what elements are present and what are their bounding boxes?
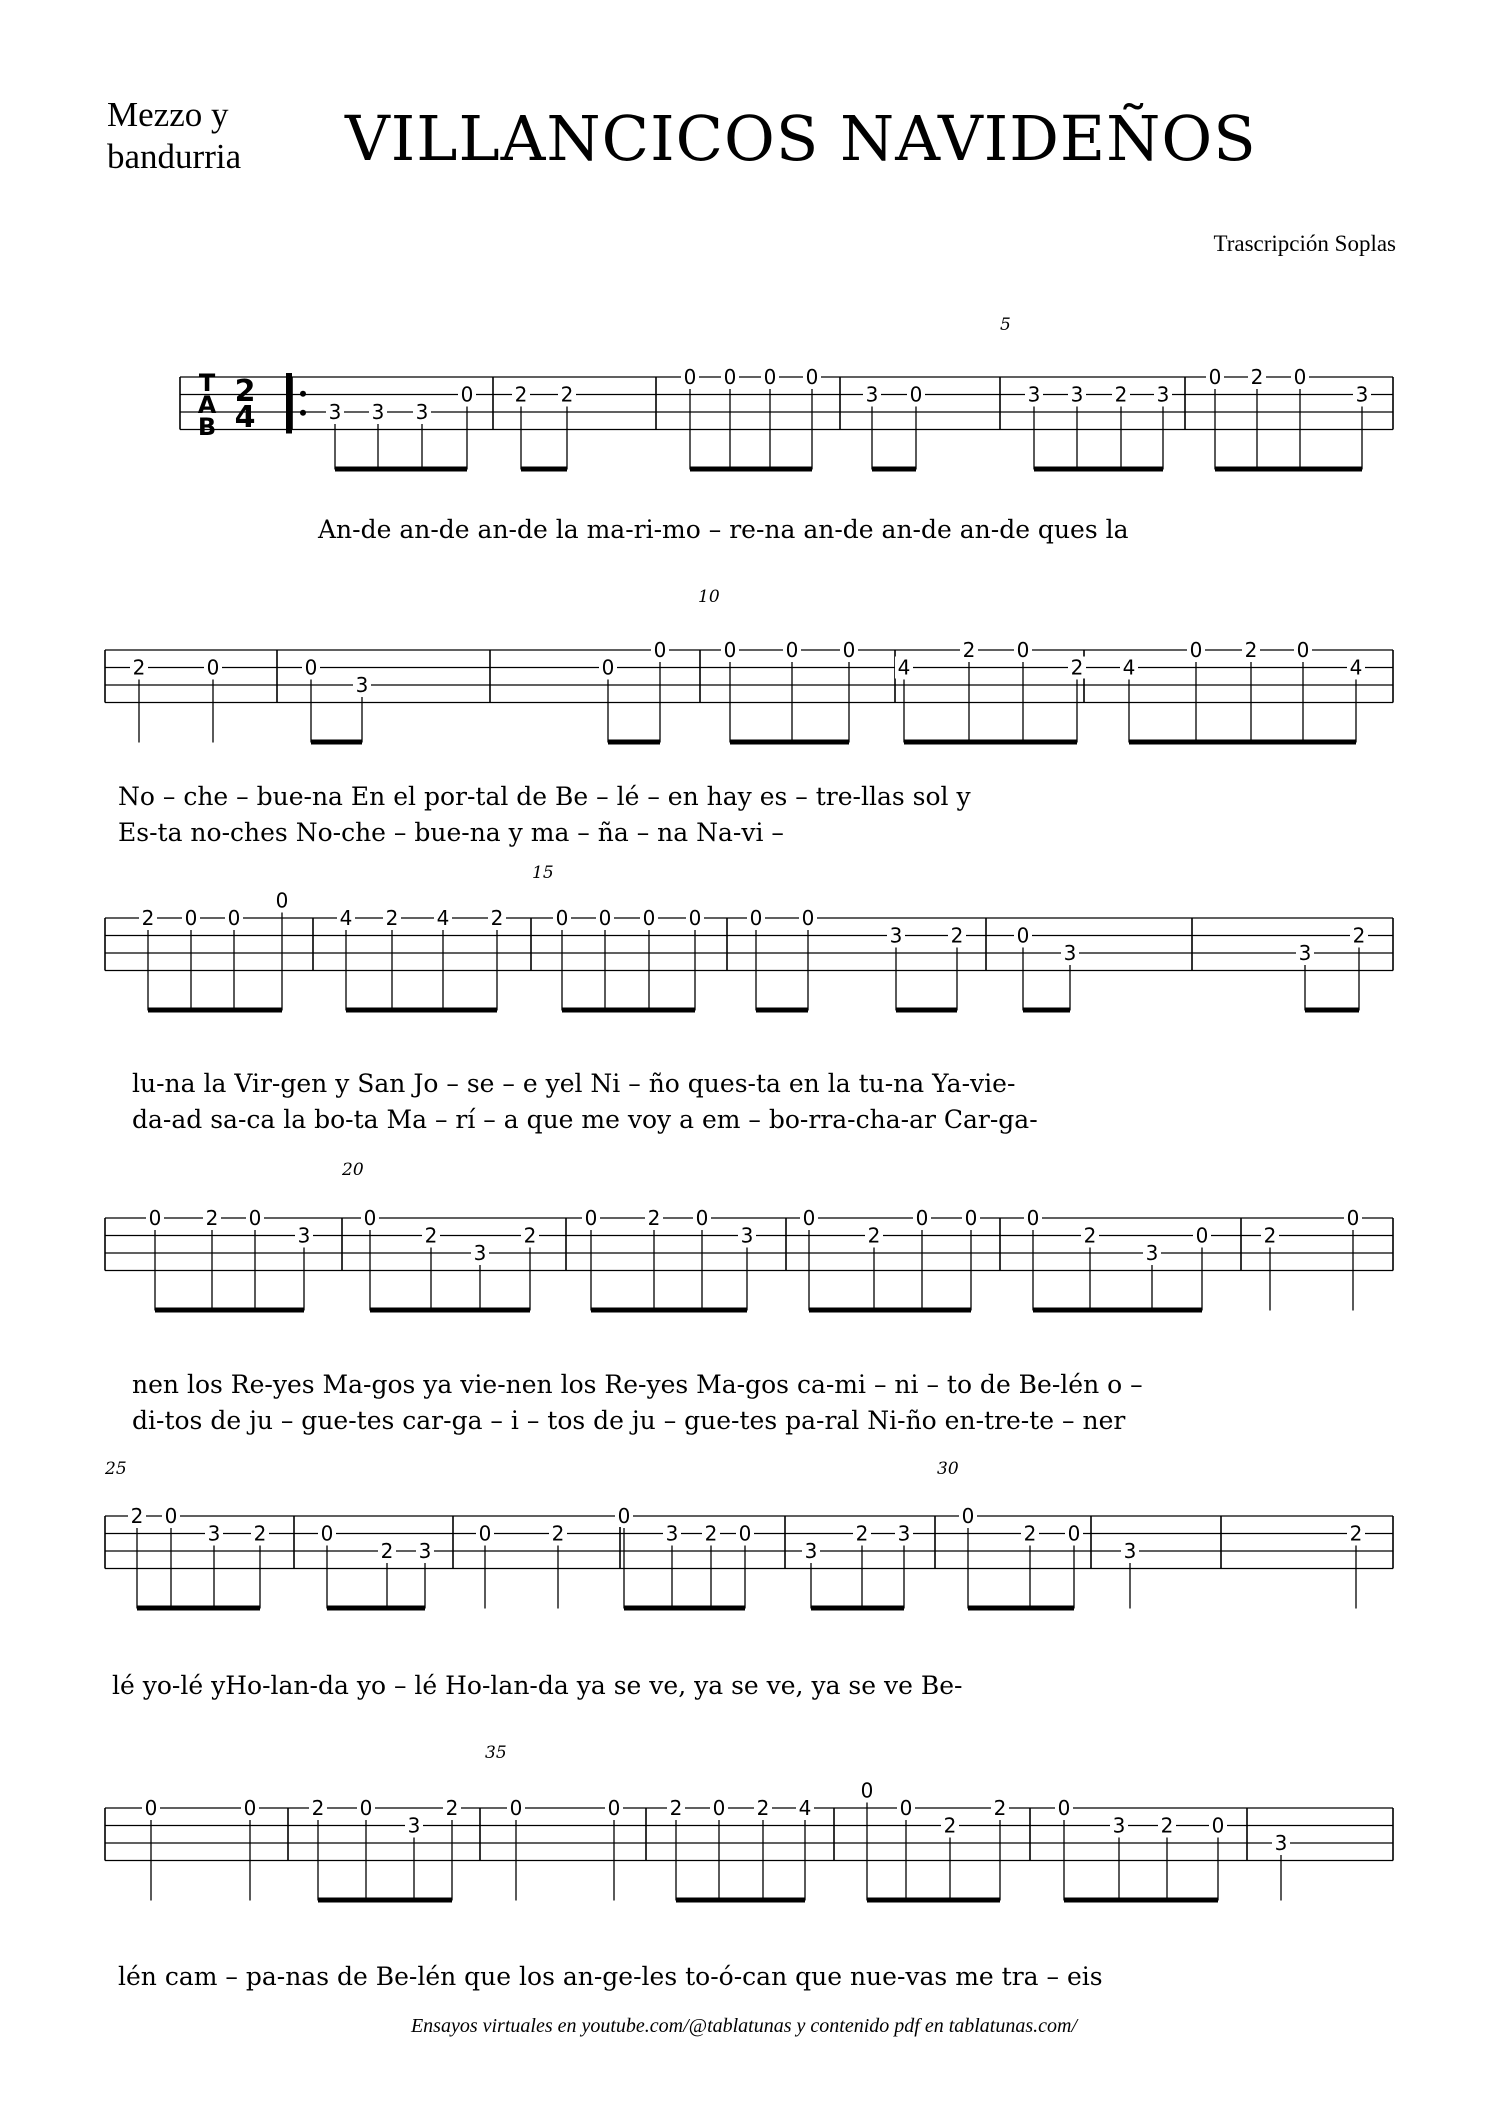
beam [904,740,969,745]
fret-number: 4 [897,655,911,680]
instrument-line-2: bandurria [107,137,242,176]
fret-number: 0 [842,638,856,662]
fret-number: 2 [205,1206,219,1230]
fret-number: 2 [756,1796,770,1820]
fret-number: 0 [738,1521,752,1546]
beam [431,1308,480,1313]
tab-system [105,863,1393,1134]
beam [346,1008,392,1013]
lyric-line: Es-ta no-ches No-che – bue-na y ma – ña – na Na-vi – [118,818,784,847]
fret-number: 2 [380,1539,394,1563]
fret-number: 0 [723,638,737,662]
beam [155,1308,212,1313]
fret-number: 0 [1346,1206,1360,1230]
time-signature-digit: 2 [234,374,256,409]
measure-number: 15 [532,863,554,883]
beam [1090,1308,1152,1313]
measure-number: 20 [342,1160,364,1180]
beam [811,1606,862,1611]
fret-number: 0 [206,655,220,680]
fret-number: 0 [555,906,569,930]
fret-number: 2 [311,1796,325,1820]
beam [148,1008,191,1013]
repeat-dot [300,410,306,416]
fret-number: 0 [653,638,667,662]
fret-number: 0 [695,1206,709,1230]
fret-number: 3 [665,1521,679,1546]
fret-number: 0 [1016,638,1030,662]
fret-number: 0 [509,1796,523,1820]
fret-number: 0 [275,888,289,913]
repeat-dot [300,391,306,397]
fret-number: 0 [248,1206,262,1230]
fret-number: 0 [1067,1521,1081,1546]
beam [480,1308,530,1313]
fret-number: 2 [950,923,964,948]
beam [212,1308,255,1313]
tab-clef-letter: A [197,391,217,419]
beam [1300,467,1362,472]
fret-number: 0 [1208,365,1222,389]
page-title: VILLANCICOS NAVIDEÑOS [345,102,1257,175]
fret-number: 2 [424,1223,438,1248]
fret-number: 2 [551,1521,565,1546]
fret-number: 2 [523,1223,537,1248]
fret-number: 2 [130,1504,144,1528]
fret-number: 0 [805,365,819,389]
fret-number: 2 [445,1796,459,1820]
fret-number: 2 [1023,1521,1037,1546]
fret-number: 0 [1016,923,1030,948]
fret-number: 3 [473,1241,487,1265]
fret-number: 0 [802,1206,816,1230]
fret-number: 3 [1274,1831,1288,1855]
fret-number: 2 [669,1796,683,1820]
fret-number: 0 [749,906,763,930]
fret-number: 3 [328,400,342,424]
tab-system [105,1160,1393,1435]
fret-number: 0 [243,1796,257,1820]
beam [672,1606,711,1611]
fret-number: 0 [642,906,656,930]
beam [311,740,362,745]
fret-number: 3 [415,400,429,424]
beam [562,1008,605,1013]
fret-number: 3 [407,1813,421,1838]
fret-number: 2 [1263,1223,1277,1248]
beam [756,1008,808,1013]
fret-number: 0 [359,1796,373,1820]
measure-number: 35 [485,1743,507,1763]
beam [370,1308,431,1313]
beam [387,1606,425,1611]
fret-number: 2 [1244,638,1258,662]
fret-number: 4 [436,906,450,930]
beam [1034,467,1077,472]
fret-number: 2 [647,1206,661,1230]
beam [968,1606,1030,1611]
fret-number: 3 [1070,382,1084,407]
fret-number: 2 [132,655,146,680]
time-signature-digit: 4 [234,400,256,435]
repeat-thick-bar [286,373,292,434]
fret-number: 0 [164,1504,178,1528]
beam [318,1898,366,1903]
fret-number: 2 [560,382,574,407]
fret-number: 2 [253,1521,267,1546]
beam [809,1308,874,1313]
tab-system [105,1743,1393,1991]
lyric-line: di-tos de ju – gue-tes car-ga – i – tos de ju – gue-tes pa-ral Ni-ño en-tre-te – ner [132,1406,1126,1435]
beam [255,1308,304,1313]
fret-number: 3 [1027,382,1041,407]
beam [906,1898,950,1903]
beam [922,1308,971,1313]
beam [1023,1008,1070,1013]
beam [605,1008,649,1013]
beam [676,1898,719,1903]
fret-number: 3 [1123,1539,1137,1563]
beam [1257,467,1300,472]
fret-number: 0 [1211,1813,1225,1838]
fret-number: 3 [207,1521,221,1546]
fret-number: 2 [1349,1521,1363,1546]
fret-number: 0 [801,906,815,930]
beam [214,1606,260,1611]
beam [1129,740,1196,745]
beam [443,1008,497,1013]
tab-system [180,315,1393,544]
beam [1215,467,1257,472]
beam [1303,740,1356,745]
fret-number: 0 [909,382,923,407]
fret-number: 0 [683,365,697,389]
beam [654,1308,702,1313]
beam [969,740,1023,745]
fret-number: 0 [1195,1223,1209,1248]
lyric-line: An-de an-de an-de la ma-ri-mo – re-na an-de an-de an-de ques la [318,515,1129,544]
beam [730,740,792,745]
fret-number: 3 [1112,1813,1126,1838]
beam [872,467,916,472]
beam [792,740,849,745]
beam [1023,740,1077,745]
beam [770,467,812,472]
beam [1251,740,1303,745]
beam [521,467,567,472]
beam [191,1008,234,1013]
fret-number: 0 [763,365,777,389]
lyric-line: No – che – bue-na En el por-tal de Be – lé – en hay es – tre-llas sol y [118,782,971,811]
beam [1119,1898,1167,1903]
fret-number: 0 [785,638,799,662]
fret-number: 4 [339,906,353,930]
fret-number: 2 [1083,1223,1097,1248]
beam [171,1606,214,1611]
fret-number: 0 [1026,1206,1040,1230]
fret-number: 2 [141,906,155,930]
lyric-line: lén cam – pa-nas de Be-lén que los an-ge-les to-ó-can que nue-vas me tra – eis [118,1962,1103,1991]
beam [392,1008,443,1013]
fret-number: 0 [1293,365,1307,389]
fret-number: 0 [915,1206,929,1230]
fret-number: 3 [1063,941,1077,965]
tab-clef-letter: B [197,413,217,441]
fret-number: 2 [993,1796,1007,1820]
lyric-line: lé yo-lé yHo-lan-da yo – lé Ho-lan-da ya se ve, ya se ve, ya se ve Be- [112,1671,963,1700]
fret-number: 0 [1189,638,1203,662]
beam [711,1606,745,1611]
fret-number: 3 [1145,1241,1159,1265]
beam [1077,467,1121,472]
fret-number: 0 [148,1206,162,1230]
fret-number: 2 [855,1521,869,1546]
fret-number: 0 [712,1796,726,1820]
fret-number: 0 [961,1504,975,1528]
beam [874,1308,922,1313]
fret-number: 2 [514,382,528,407]
fret-number: 2 [490,906,504,930]
tab-clef-letter: T [198,369,216,397]
fret-number: 0 [304,655,318,680]
fret-number: 2 [1250,365,1264,389]
fret-number: 3 [1156,382,1170,407]
beam [366,1898,414,1903]
fret-number: 0 [227,906,241,930]
lyric-line: nen los Re-yes Ma-gos ya vie-nen los Re-yes Ma-gos ca-mi – ni – to de Be-lén o – [132,1370,1143,1399]
fret-number: 3 [804,1539,818,1563]
measure-number: 5 [1000,315,1011,335]
fret-number: 2 [943,1813,957,1838]
fret-number: 4 [1122,655,1136,680]
beam [591,1308,654,1313]
beam [1305,1008,1359,1013]
transcription-credit: Trascripción Soplas [1213,231,1396,256]
fret-number: 3 [740,1223,754,1248]
beam [649,1008,695,1013]
fret-number: 0 [1057,1796,1071,1820]
fret-number: 3 [1355,382,1369,407]
beam [327,1606,387,1611]
beam [702,1308,747,1313]
lyric-line: da-ad sa-ca la bo-ta Ma – rí – a que me voy a em – bo-rra-cha-ar Car-ga- [132,1105,1038,1134]
fret-number: 0 [1296,638,1310,662]
beam [1121,467,1163,472]
fret-number: 3 [355,673,369,697]
fret-number: 0 [598,906,612,930]
footer-note: Ensayos virtuales en youtube.com/@tablatunas y contenido pdf en tablatunas.com/ [410,2015,1078,2037]
fret-number: 0 [617,1504,631,1528]
measure-number: 25 [105,1459,127,1479]
fret-number: 2 [867,1223,881,1248]
beam [690,467,730,472]
fret-number: 0 [964,1206,978,1230]
measure-number: 30 [937,1459,959,1479]
fret-number: 0 [688,906,702,930]
beam [137,1606,171,1611]
beam [1064,1898,1119,1903]
fret-number: 4 [1349,655,1363,680]
fret-number: 0 [860,1778,874,1803]
beam [1167,1898,1218,1903]
fret-number: 3 [1298,941,1312,965]
fret-number: 0 [723,365,737,389]
fret-number: 0 [144,1796,158,1820]
fret-number: 4 [798,1796,812,1820]
beam [608,740,660,745]
fret-number: 3 [371,400,385,424]
fret-number: 2 [962,638,976,662]
fret-number: 0 [363,1206,377,1230]
fret-number: 2 [1352,923,1366,948]
tab-system [105,587,1393,847]
fret-number: 0 [320,1521,334,1546]
lyric-line: lu-na la Vir-gen y San Jo – se – e yel Ni – ño ques-ta en la tu-na Ya-vie- [132,1069,1016,1098]
beam [378,467,422,472]
fret-number: 2 [1160,1813,1174,1838]
beam [896,1008,957,1013]
beam [335,467,378,472]
beam [1152,1308,1202,1313]
beam [867,1898,906,1903]
fret-number: 0 [601,655,615,680]
tab-clef [198,369,306,441]
beam [763,1898,805,1903]
beam [414,1898,452,1903]
fret-number: 2 [385,906,399,930]
fret-number: 3 [897,1521,911,1546]
instrument-line-1: Mezzo y [107,95,229,134]
fret-number: 2 [1114,382,1128,407]
beam [950,1898,1000,1903]
fret-number: 0 [184,906,198,930]
beam [1030,1606,1074,1611]
tab-system [104,1459,1393,1700]
fret-number: 0 [478,1521,492,1546]
fret-number: 3 [865,382,879,407]
beam [730,467,770,472]
fret-number: 3 [418,1539,432,1563]
beam [422,467,467,472]
beam [1196,740,1251,745]
beam [234,1008,282,1013]
measure-number: 10 [698,587,720,607]
fret-number: 0 [607,1796,621,1820]
fret-number: 3 [889,923,903,948]
fret-number: 2 [704,1521,718,1546]
fret-number: 2 [1070,655,1084,680]
beam [719,1898,763,1903]
fret-number: 0 [460,382,474,407]
beam [862,1606,904,1611]
beam [624,1606,672,1611]
fret-number: 3 [297,1223,311,1248]
beam [1033,1308,1090,1313]
fret-number: 0 [899,1796,913,1820]
fret-number: 0 [584,1206,598,1230]
